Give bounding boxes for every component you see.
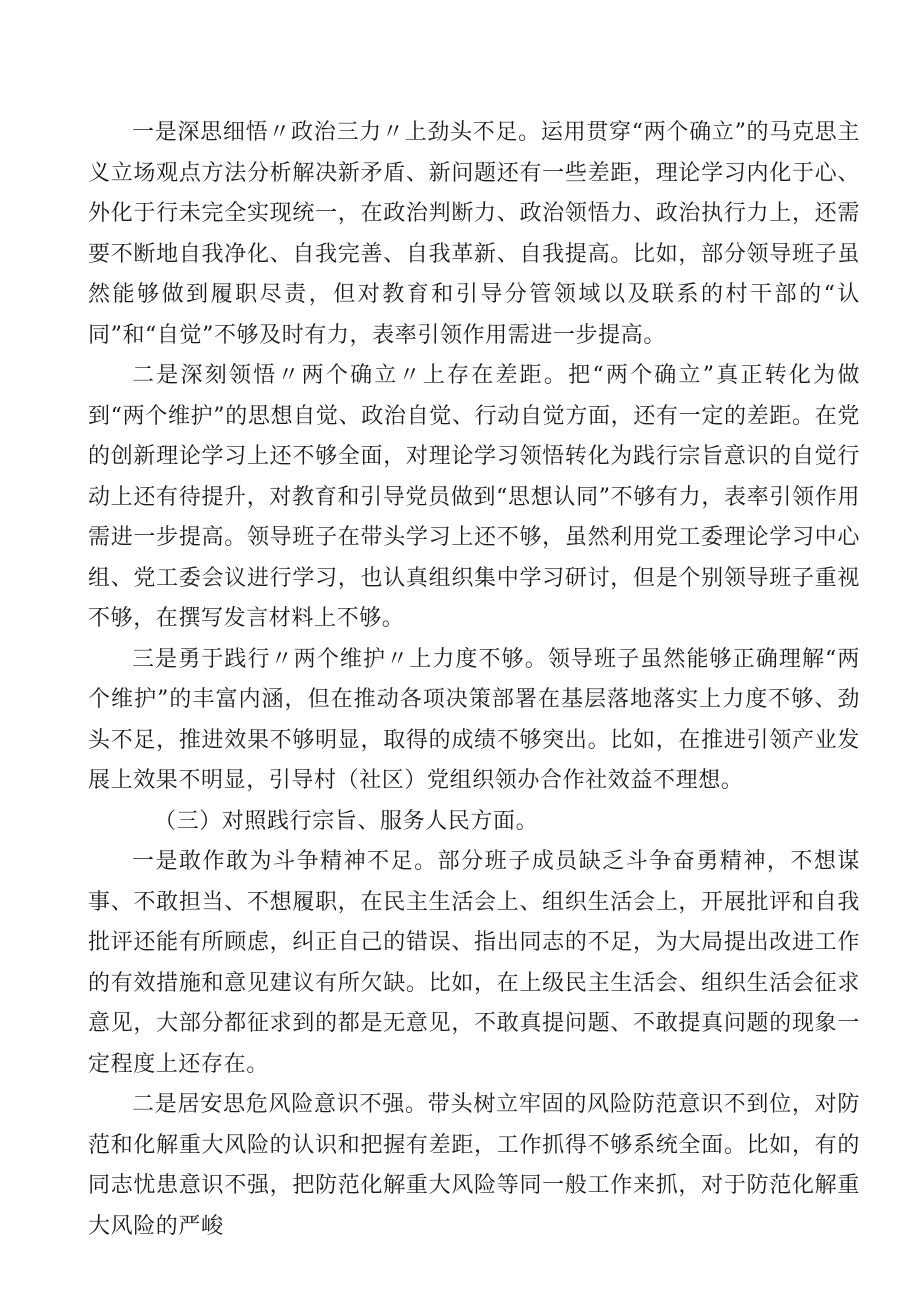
paragraph-political-abilities: 一是深思细悟〃政治三力〃上劲头不足。运用贯穿“两个确立”的马克思主义立场观点方法分析解决新矛盾、新问题还有一些差距，理论学习内化于心、外化于行未完全实现统一，在政治判断力、政治领悟力、政治执行力上，还需要不断地自我净化、自我完善、自我革新、自我提高。比如，部分领导班子虽然能够做到履职尽责，但对教育和引导分管领域以及联系的村干部的“认同”和“自觉”不够及时有力，表率引领作用需进一步提高。 [88, 120, 860, 348]
paragraph-two-safeguards: 三是勇于践行〃两个维护〃上力度不够。领导班子虽然能够正确理解“两个维护”的丰富内涵，但在推动各项决策部署在基层落地落实上力度不够、劲头不足，推进效果不够明显，取得的成绩不够突出。比如，在推进引领产业发展上效果不明显，引导村（社区）党组织领办合作社效益不理想。 [88, 646, 860, 793]
paragraph-two-establishments: 二是深刻领悟〃两个确立〃上存在差距。把“两个确立”真正转化为做到“两个维护”的思想自觉、政治自觉、行动自觉方面，还有一定的差距。在党的创新理论学习上还不够全面，对理论学习领悟转化为践行宗旨意识的自觉行动上还有待提升，对教育和引导党员做到“思想认同”不够有力，表率引领作用需进一步提高。领导班子在带头学习上还不够，虽然利用党工委理论学习中心组、党工委会议进行学习，也认真组织集中学习研讨，但是个别领导班子重视不够，在撰写发言材料上不够。 [88, 363, 860, 631]
document-body [88, 113, 860, 1247]
paragraph-risk-awareness: 二是居安思危风险意识不强。带头树立牢固的风险防范意识不到位，对防范和化解重大风险的认识和把握有差距，工作抓得不够系统全面。比如，有的同志忧患意识不强，把防范化解重大风险等同一般工作来抓，对于防范化解重大风险的严峻 [88, 1092, 860, 1239]
paragraph-fighting-spirit: 一是敢作敢为斗争精神不足。部分班子成员缺乏斗争奋勇精神，不想谋事、不敢担当、不想履职，在民主生活会上、组织生活会上，开展批评和自我批评还能有所顾虑，纠正自己的错误、指出同志的不足，为大局提出改进工作的有效措施和意见建议有所欠缺。比如，在上级民主生活会、组织生活会征求意见，大部分都征求到的都是无意见，不敢真提问题、不敢提真问题的现象一定程度上还存在。 [88, 849, 860, 1077]
section-heading: （三）对照践行宗旨、服务人民方面。 [154, 808, 539, 834]
